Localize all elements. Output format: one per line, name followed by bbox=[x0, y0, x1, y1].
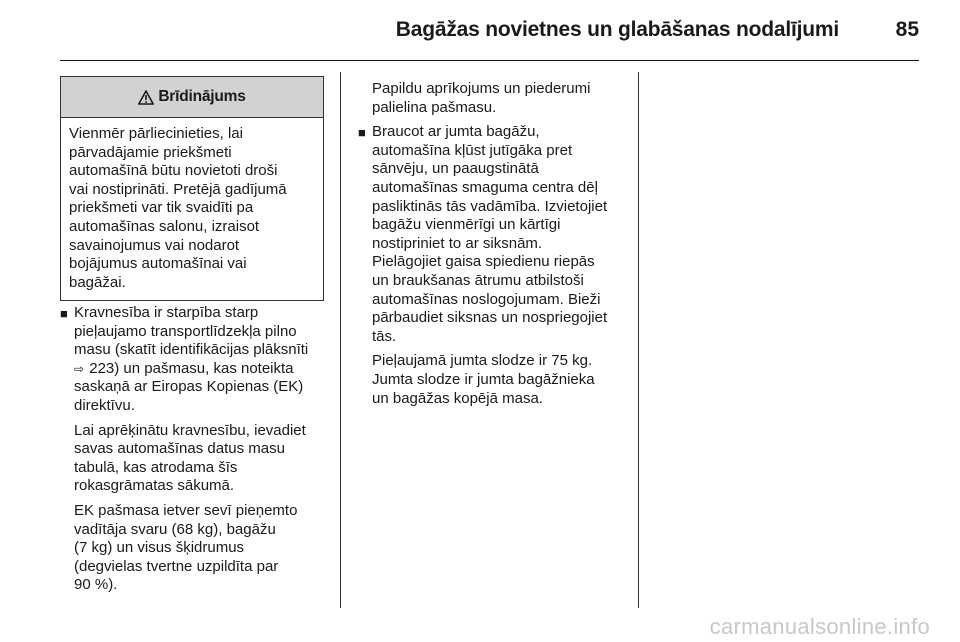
page-title: Bagāžas novietnes un glabāšanas nodalījumi bbox=[395, 18, 839, 41]
text-line: direktīvu. bbox=[74, 396, 135, 414]
column-2 bbox=[358, 80, 630, 408]
paragraph-curb-weight bbox=[60, 502, 332, 595]
text-line: Pielāgojiet gaisa spiedienu riepās bbox=[372, 253, 595, 271]
text-line: Kravnesība ir starpība starp bbox=[74, 304, 259, 321]
bullet-roof-load bbox=[358, 123, 630, 346]
warning-title: Brīdinājums bbox=[158, 88, 246, 105]
text-line: (degvielas tvertne uzpildīta par bbox=[74, 557, 279, 575]
text-line-with-xref bbox=[74, 360, 332, 379]
text-line: Pieļaujamā jumta slodze ir 75 kg. bbox=[372, 352, 593, 370]
text-line: un bagāžas kopējā masa. bbox=[372, 389, 543, 407]
text-line: pieļaujamo transportlīdzekļa pilno bbox=[74, 322, 297, 340]
page-header bbox=[60, 14, 919, 61]
column-divider bbox=[638, 72, 639, 608]
warning-box bbox=[60, 76, 324, 301]
paragraph-calculation bbox=[60, 422, 332, 496]
warning-text bbox=[61, 118, 323, 300]
column-1 bbox=[60, 304, 332, 595]
text-line: savas automašīnas datus masu bbox=[74, 440, 285, 458]
text-line: nostipriniet to ar siksnām. bbox=[372, 234, 543, 252]
text-line: tās. bbox=[372, 327, 397, 345]
warning-line: bagāžai. bbox=[69, 273, 126, 291]
text-line: 90 %). bbox=[74, 576, 118, 594]
text-line: pārbaudiet siksnas un nospriegojiet bbox=[372, 309, 608, 327]
text-line: Lai aprēķinātu kravnesību, ievadiet bbox=[74, 421, 306, 439]
text-line: sānvēju, un paaugstinātā bbox=[372, 160, 539, 178]
paragraph-roof-limit bbox=[358, 352, 630, 408]
paragraph-accessories bbox=[358, 80, 630, 117]
warning-line: pārvadājamie priekšmeti bbox=[69, 143, 232, 161]
warning-line: automašīnā būtu novietoti droši bbox=[69, 162, 278, 180]
watermark-text: carmanualsonline.info bbox=[709, 614, 930, 639]
text-line: rokasgrāmatas sākumā. bbox=[74, 477, 235, 495]
text-line: (7 kg) un visus šķidrumus bbox=[74, 539, 245, 557]
bullet-mark: ■ bbox=[358, 125, 366, 141]
page-reference-arrow-icon[interactable]: ⇨ bbox=[74, 361, 85, 376]
text-line: saskaņā ar Eiropas Kopienas (EK) bbox=[74, 378, 304, 396]
text-line: automašīna kļūst jutīgāka pret bbox=[372, 141, 573, 159]
text-line: Jumta slodze ir jumta bagāžnieka bbox=[372, 370, 595, 388]
warning-triangle-icon bbox=[138, 90, 154, 105]
text-line: palielina pašmasu. bbox=[372, 98, 497, 116]
warning-line: vai nostiprināti. Pretējā gadījumā bbox=[69, 180, 287, 198]
warning-line: priekšmeti var tik svaidīti pa bbox=[69, 199, 254, 217]
warning-line: automašīnas salonu, izraisot bbox=[69, 217, 260, 235]
warning-line: savainojumus vai nodarot bbox=[69, 236, 240, 254]
text-line: automašīnas noslogojumam. Bieži bbox=[372, 290, 601, 308]
text-line: bagāžu vienmērīgi un kārtīgi bbox=[372, 216, 561, 234]
text-line: Papildu aprīkojums un piederumi bbox=[372, 80, 591, 97]
page-number: 85 bbox=[895, 18, 919, 41]
text-line: un braukšanas ātrumu atbilstoši bbox=[372, 271, 584, 289]
text-line: pasliktinās tās vadāmība. Izvietojiet bbox=[372, 197, 608, 215]
bullet-payload bbox=[60, 304, 332, 416]
bullet-mark: ■ bbox=[60, 306, 68, 321]
column-divider bbox=[340, 72, 341, 608]
text-line: tabulā, kas atrodama šīs bbox=[74, 458, 238, 476]
warning-header bbox=[61, 77, 323, 118]
warning-line: bojājumus automašīnai vai bbox=[69, 255, 247, 273]
text-line: 223) un pašmasu, kas noteikta bbox=[89, 359, 294, 377]
text-line: masu (skatīt identifikācijas plāksnīti bbox=[74, 341, 309, 359]
text-line: vadītāja svaru (68 kg), bagāžu bbox=[74, 520, 276, 538]
text-line: automašīnas smaguma centra dēļ bbox=[372, 178, 598, 196]
text-line: Braucot ar jumta bagāžu, bbox=[372, 123, 540, 141]
text-line: EK pašmasa ietver sevī pieņemto bbox=[74, 501, 298, 519]
warning-line: Vienmēr pārliecinieties, lai bbox=[69, 125, 243, 142]
